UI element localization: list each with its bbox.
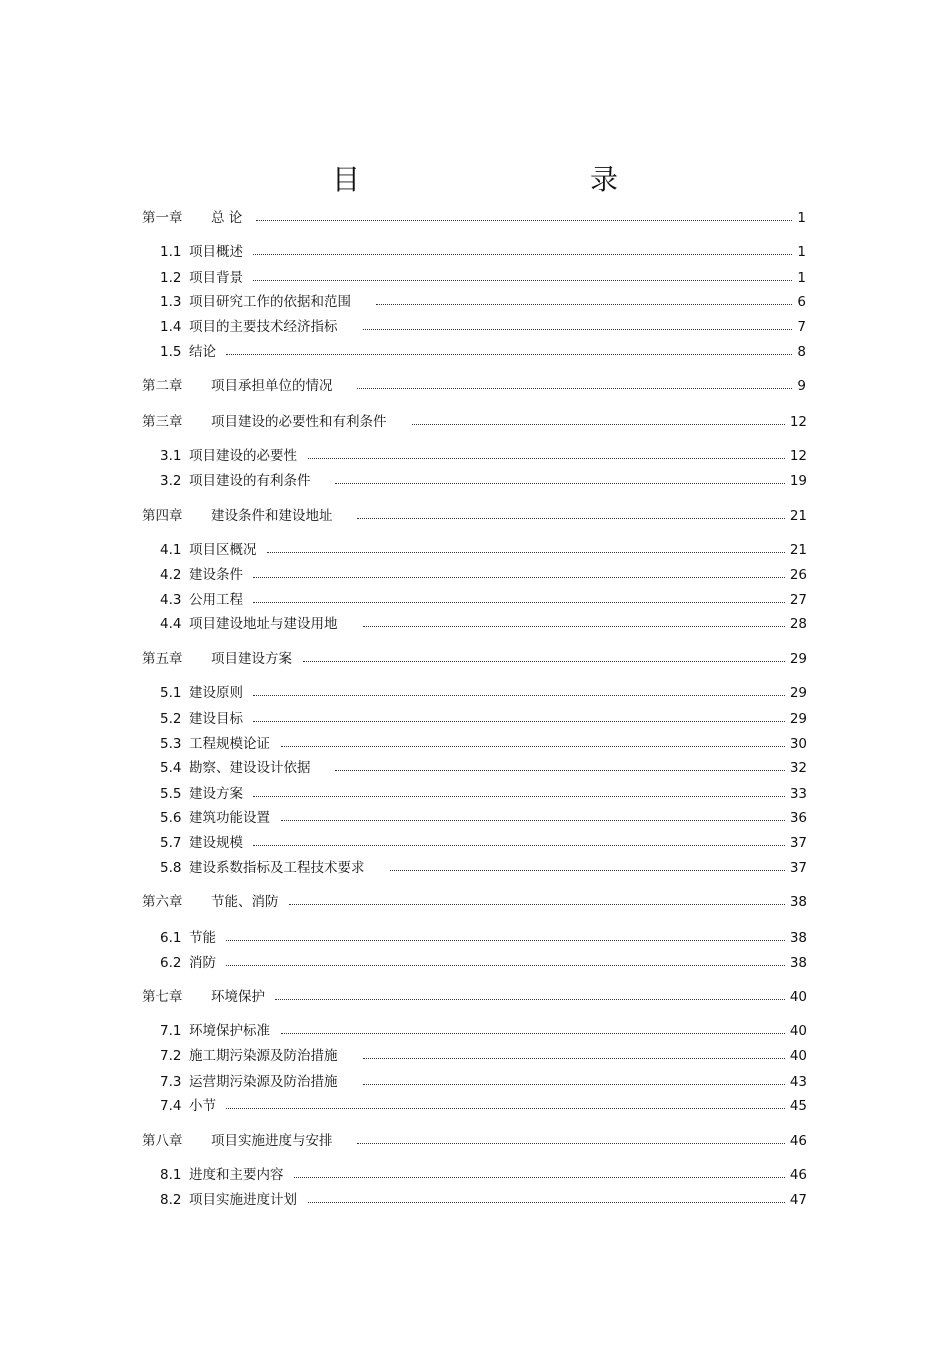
toc-dot-leader <box>308 1202 785 1203</box>
toc-dot-leader <box>256 220 792 221</box>
toc-entry-page: 8 <box>797 344 806 360</box>
toc-entry-number: 5.5 <box>160 786 182 802</box>
toc-dot-leader <box>253 280 792 281</box>
toc-entry-page: 40 <box>789 1048 807 1064</box>
toc-dot-leader <box>253 602 785 603</box>
toc-entry-number: 5.2 <box>160 711 182 727</box>
toc-dot-leader <box>363 1058 785 1059</box>
toc-section-entry[interactable] <box>160 590 807 610</box>
toc-entry-number: 6.1 <box>160 930 182 946</box>
toc-entry-title: 建设方案 <box>189 786 243 802</box>
toc-entry-page: 37 <box>789 860 807 876</box>
toc-entry-number: 5.3 <box>160 736 182 752</box>
toc-title: 目 录 <box>331 163 676 196</box>
toc-chapter-entry[interactable] <box>142 208 806 228</box>
toc-chapter-entry[interactable] <box>142 892 807 912</box>
toc-entry-title: 项目建设的有利条件 <box>189 473 311 489</box>
toc-entry-page: 1 <box>797 244 806 260</box>
toc-entry-title: 节能 <box>189 930 216 946</box>
toc-entry-page: 21 <box>789 508 807 524</box>
toc-entry-number: 第三章 <box>142 414 183 430</box>
toc-entry-page: 21 <box>789 542 807 558</box>
toc-entry-title: 项目建设地址与建设用地 <box>189 616 338 632</box>
toc-section-entry[interactable] <box>160 928 807 948</box>
toc-section-entry[interactable] <box>160 734 807 754</box>
toc-dot-leader <box>363 1084 785 1085</box>
toc-entry-number: 7.1 <box>160 1023 182 1039</box>
toc-section-entry[interactable] <box>160 953 807 973</box>
toc-entry-title: 建设原则 <box>189 685 243 701</box>
toc-chapter-entry[interactable] <box>142 412 807 432</box>
toc-section-entry[interactable] <box>160 808 807 828</box>
toc-section-entry[interactable] <box>160 1046 807 1066</box>
toc-entry-number: 第一章 <box>142 210 183 226</box>
toc-entry-number: 第二章 <box>142 378 183 394</box>
toc-section-entry[interactable] <box>160 709 807 729</box>
toc-section-entry[interactable] <box>160 858 807 878</box>
toc-dot-leader <box>253 695 785 696</box>
toc-dot-leader <box>357 388 792 389</box>
toc-chapter-entry[interactable] <box>142 506 807 526</box>
toc-dot-leader <box>294 1177 785 1178</box>
toc-dot-leader <box>226 940 785 941</box>
toc-dot-leader <box>281 820 785 821</box>
toc-entry-title: 项目实施进度与安排 <box>211 1133 333 1149</box>
toc-dot-leader <box>226 965 785 966</box>
toc-dot-leader <box>335 770 785 771</box>
toc-section-entry[interactable] <box>160 1021 807 1041</box>
toc-entry-number: 5.6 <box>160 810 182 826</box>
toc-entry-page: 43 <box>789 1074 807 1090</box>
toc-entry-number: 7.4 <box>160 1098 182 1114</box>
toc-entry-title: 项目概述 <box>189 244 243 260</box>
toc-entry-number: 5.8 <box>160 860 182 876</box>
toc-entry-number: 1.2 <box>160 270 182 286</box>
toc-entry-number: 第八章 <box>142 1133 183 1149</box>
toc-entry-title: 项目的主要技术经济指标 <box>189 319 338 335</box>
toc-entry-number: 8.1 <box>160 1167 182 1183</box>
toc-entry-title: 总 论 <box>211 210 243 226</box>
toc-entry-page: 7 <box>797 319 806 335</box>
toc-entry-page: 9 <box>797 378 806 394</box>
toc-dot-leader <box>303 661 785 662</box>
toc-entry-title: 结论 <box>189 344 216 360</box>
toc-entry-page: 45 <box>789 1098 807 1114</box>
toc-entry-page: 46 <box>789 1133 807 1149</box>
toc-chapter-entry[interactable] <box>142 376 806 396</box>
toc-section-entry[interactable] <box>160 446 807 466</box>
toc-entry-page: 38 <box>789 930 807 946</box>
toc-entry-number: 4.1 <box>160 542 182 558</box>
toc-entry-page: 27 <box>789 592 807 608</box>
toc-entry-title: 建设规模 <box>189 835 243 851</box>
toc-entry-number: 5.7 <box>160 835 182 851</box>
toc-dot-leader <box>289 904 785 905</box>
toc-entry-number: 3.2 <box>160 473 182 489</box>
toc-entry-title: 进度和主要内容 <box>189 1167 284 1183</box>
toc-entry-number: 7.2 <box>160 1048 182 1064</box>
toc-entry-page: 29 <box>789 685 807 701</box>
toc-entry-title: 建筑功能设置 <box>189 810 270 826</box>
toc-entry-title: 运营期污染源及防治措施 <box>189 1074 338 1090</box>
toc-dot-leader <box>253 845 785 846</box>
toc-entry-number: 第四章 <box>142 508 183 524</box>
toc-dot-leader <box>267 552 785 553</box>
toc-entry-number: 6.2 <box>160 955 182 971</box>
toc-entry-title: 公用工程 <box>189 592 243 608</box>
toc-dot-leader <box>253 254 792 255</box>
toc-section-entry[interactable] <box>160 317 806 337</box>
toc-entry-number: 1.1 <box>160 244 182 260</box>
toc-entry-number: 5.1 <box>160 685 182 701</box>
toc-entry-page: 12 <box>789 448 807 464</box>
toc-entry-page: 38 <box>789 955 807 971</box>
toc-entry-number: 1.3 <box>160 294 182 310</box>
toc-section-entry[interactable] <box>160 342 806 362</box>
toc-entry-title: 项目建设的必要性 <box>189 448 297 464</box>
toc-dot-leader <box>253 796 785 797</box>
toc-section-entry[interactable] <box>160 683 807 703</box>
toc-dot-leader <box>275 999 785 1000</box>
toc-entry-title: 勘察、建设设计依据 <box>189 760 311 776</box>
toc-dot-leader <box>281 1033 785 1034</box>
toc-entry-page: 46 <box>789 1167 807 1183</box>
toc-entry-title: 环境保护标准 <box>189 1023 270 1039</box>
toc-entry-page: 29 <box>789 651 807 667</box>
toc-entry-page: 1 <box>797 270 806 286</box>
toc-section-entry[interactable] <box>160 565 807 585</box>
toc-entry-number: 1.4 <box>160 319 182 335</box>
toc-entry-title: 小节 <box>189 1098 216 1114</box>
toc-entry-page: 40 <box>789 1023 807 1039</box>
toc-dot-leader <box>226 1108 785 1109</box>
toc-dot-leader <box>253 721 785 722</box>
toc-entry-page: 30 <box>789 736 807 752</box>
toc-entry-page: 6 <box>797 294 806 310</box>
toc-dot-leader <box>376 304 792 305</box>
toc-dot-leader <box>335 483 785 484</box>
toc-entry-title: 项目建设方案 <box>211 651 292 667</box>
toc-entry-page: 38 <box>789 894 807 910</box>
toc-section-entry[interactable] <box>160 1096 807 1116</box>
toc-section-entry[interactable] <box>160 540 807 560</box>
toc-section-entry[interactable] <box>160 784 807 804</box>
toc-entry-page: 33 <box>789 786 807 802</box>
toc-entry-page: 26 <box>789 567 807 583</box>
toc-section-entry[interactable] <box>160 614 807 634</box>
toc-dot-leader <box>357 1143 785 1144</box>
toc-entry-title: 项目建设的必要性和有利条件 <box>211 414 387 430</box>
toc-entry-page: 1 <box>797 210 806 226</box>
toc-entry-number: 第七章 <box>142 989 183 1005</box>
toc-entry-number: 4.3 <box>160 592 182 608</box>
toc-section-entry[interactable] <box>160 1072 807 1092</box>
toc-entry-number: 5.4 <box>160 760 182 776</box>
toc-dot-leader <box>390 870 785 871</box>
toc-section-entry[interactable] <box>160 833 807 853</box>
toc-dot-leader <box>281 746 785 747</box>
toc-section-entry[interactable] <box>160 758 807 778</box>
toc-section-entry[interactable] <box>160 242 806 262</box>
toc-entry-page: 29 <box>789 711 807 727</box>
toc-dot-leader <box>253 577 785 578</box>
toc-entry-page: 40 <box>789 989 807 1005</box>
toc-entry-page: 36 <box>789 810 807 826</box>
toc-entry-number: 4.2 <box>160 567 182 583</box>
toc-entry-number: 4.4 <box>160 616 182 632</box>
toc-entry-page: 12 <box>789 414 807 430</box>
toc-entry-number: 3.1 <box>160 448 182 464</box>
toc-entry-title: 节能、消防 <box>211 894 279 910</box>
toc-dot-leader <box>308 458 785 459</box>
toc-entry-page: 19 <box>789 473 807 489</box>
toc-entry-title: 工程规模论证 <box>189 736 270 752</box>
toc-entry-page: 32 <box>789 760 807 776</box>
toc-section-entry[interactable] <box>160 268 806 288</box>
toc-entry-number: 1.5 <box>160 344 182 360</box>
toc-entry-number: 7.3 <box>160 1074 182 1090</box>
toc-entry-title: 项目区概况 <box>189 542 257 558</box>
toc-entry-page: 37 <box>789 835 807 851</box>
toc-section-entry[interactable] <box>160 292 806 312</box>
toc-dot-leader <box>363 626 785 627</box>
toc-section-entry[interactable] <box>160 471 807 491</box>
toc-entry-page: 28 <box>789 616 807 632</box>
toc-dot-leader <box>363 329 792 330</box>
toc-chapter-entry[interactable] <box>142 987 807 1007</box>
toc-chapter-entry[interactable] <box>142 1131 807 1151</box>
toc-entry-title: 项目承担单位的情况 <box>211 378 333 394</box>
toc-dot-leader <box>412 424 785 425</box>
toc-entry-number: 第六章 <box>142 894 183 910</box>
toc-entry-title: 项目研究工作的依据和范围 <box>189 294 351 310</box>
toc-entry-title: 环境保护 <box>211 989 265 1005</box>
toc-entry-number: 第五章 <box>142 651 183 667</box>
toc-dot-leader <box>357 518 785 519</box>
toc-entry-title: 项目背景 <box>189 270 243 286</box>
toc-entry-title: 建设条件 <box>189 567 243 583</box>
toc-entry-number: 8.2 <box>160 1192 182 1208</box>
toc-entry-title: 消防 <box>189 955 216 971</box>
toc-section-entry[interactable] <box>160 1190 807 1210</box>
toc-dot-leader <box>226 354 792 355</box>
toc-entry-title: 施工期污染源及防治措施 <box>189 1048 338 1064</box>
toc-entry-title: 建设目标 <box>189 711 243 727</box>
toc-entry-title: 建设条件和建设地址 <box>211 508 333 524</box>
toc-entry-page: 47 <box>789 1192 807 1208</box>
toc-chapter-entry[interactable] <box>142 649 807 669</box>
toc-entry-title: 建设系数指标及工程技术要求 <box>189 860 365 876</box>
toc-section-entry[interactable] <box>160 1165 807 1185</box>
toc-entry-title: 项目实施进度计划 <box>189 1192 297 1208</box>
